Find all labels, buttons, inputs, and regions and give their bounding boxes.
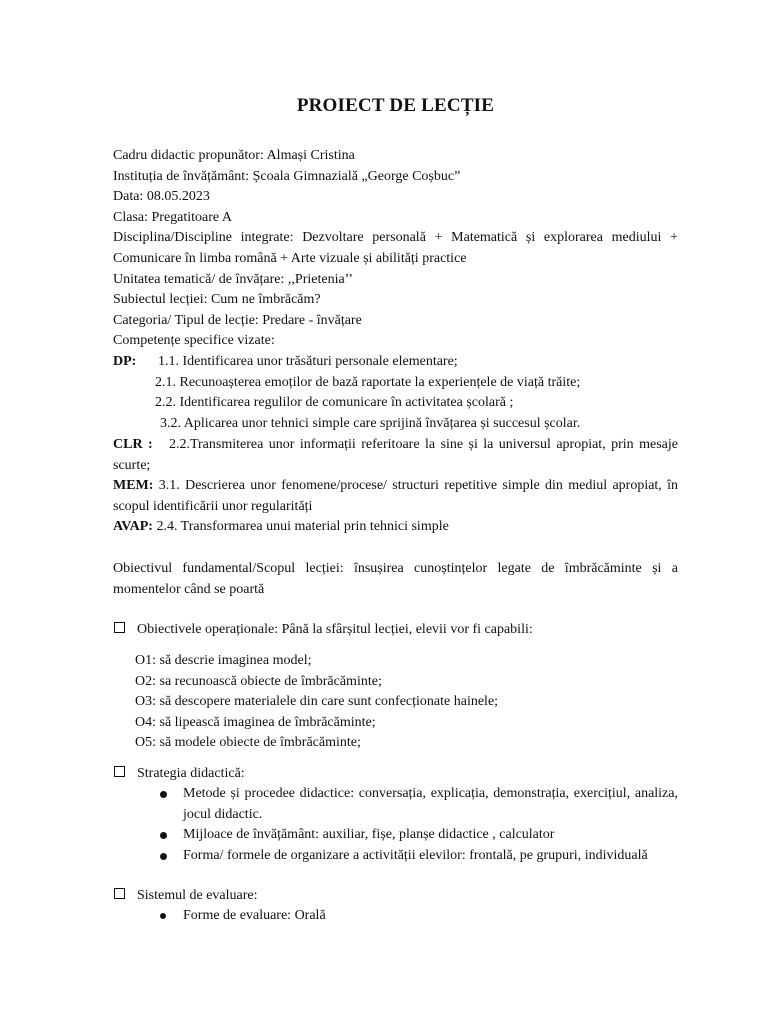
avap-competence [113, 517, 678, 538]
mem-label: MEM: [113, 478, 154, 493]
dp-label: DP: [113, 354, 137, 369]
list-item: Metode și procedee didactice: conversația, explicația, demonstrația, exercițiul, analiza, jocul didactic. [159, 784, 678, 825]
dp-item: 2.2. Identificarea regulilor de comunicare în activitatea școlară ; [155, 395, 514, 411]
dp-item: 1.1. Identificarea unor trăsături personale elementare; [158, 354, 458, 369]
list-item: Mijloace de învățământ: auxiliar, fișe, planșe didactice , calculator [159, 825, 678, 846]
list-item: O3: să descopere materialele din care sunt confecționate hainele; [135, 694, 499, 710]
header-info [113, 146, 678, 352]
checkbox-square-icon [114, 622, 125, 633]
avap-label: AVAP: [113, 519, 153, 534]
dp-item: 2.1. Recunoașterea emoților de bază raportate la experiențele de viață trăite; [155, 374, 581, 390]
avap-text: 2.4. Transformarea unui material prin tehnici simple [156, 519, 449, 534]
date-line: Data: 08.05.2023 [113, 189, 210, 205]
list-item: O2: sa recunoască obiecte de îmbrăcăminte; [135, 673, 382, 689]
class-line: Clasa: Pregatitoare A [113, 209, 232, 225]
list-item: O1: să descrie imaginea model; [135, 653, 312, 668]
bullet-icon [160, 853, 167, 860]
checkbox-square-icon [114, 766, 125, 777]
evaluation-list [159, 906, 678, 927]
fundamental-objective: Obiectivul fundamental/Scopul lecției: însușirea cunoștințelor legate de îmbrăcăminte și a momentelor când se poartă [113, 561, 678, 597]
bullet-icon [160, 832, 167, 839]
dp-item: 3.2. Aplicarea unor tehnici simple care sprijină învățarea și succesul școlar. [160, 415, 581, 431]
bullet-icon [160, 791, 167, 798]
strategy-heading: Strategia didactică: [113, 764, 678, 785]
operational-objectives-heading: Obiectivele operaționale: Până la sfârșitul lecției, elevii vor fi capabili: [113, 620, 678, 641]
institution-line: Instituția de învățământ: Școala Gimnazială „George Coșbuc” [113, 168, 461, 184]
subject-line: Subiectul lecției: Cum ne îmbrăcăm? [113, 292, 321, 308]
dp-competences [113, 352, 678, 434]
mem-text: 3.1. Descrierea unor fenomene/procese/ structuri repetitive simple din mediul apropiat, în scopul identificării unor regularități [113, 478, 679, 514]
mem-competence [113, 476, 678, 517]
clr-competence [113, 435, 678, 476]
list-item: Forma/ formele de organizare a activității elevilor: frontală, pe grupuri, individuală [159, 846, 678, 867]
evaluation-heading: Sistemul de evaluare: [113, 886, 678, 907]
list-item: O5: să modele obiecte de îmbrăcăminte; [135, 735, 361, 751]
list-item: Forme de evaluare: Orală [159, 906, 678, 927]
clr-label: CLR : [113, 437, 153, 452]
list-item: O4: să lipească imaginea de îmbrăcăminte; [135, 714, 376, 730]
disciplines-line: Disciplina/Discipline integrate: Dezvoltare personală + Matematică și explorarea mediului + Comunicare în limba română + Arte vizuale și abilități practice [113, 230, 678, 266]
strategy-list [159, 784, 678, 866]
teacher-line: Cadru didactic propunător: Almași Cristina [113, 148, 355, 163]
bullet-icon [160, 913, 166, 919]
category-line: Categoria/ Tipul de lecție: Predare - învățare [113, 312, 362, 328]
clr-text: 2.2.Transmiterea unor informații referitoare la sine și la universul apropiat, prin mesaje scurte; [113, 437, 678, 473]
competences-title: Competențe specifice vizate: [113, 333, 275, 349]
page-title: PROIECT DE LECȚIE [296, 95, 495, 116]
operational-objectives-list [135, 651, 498, 754]
checkbox-square-icon [114, 888, 125, 899]
unit-line: Unitatea tematică/ de învățare: ,,Prietenia’’ [113, 271, 353, 287]
